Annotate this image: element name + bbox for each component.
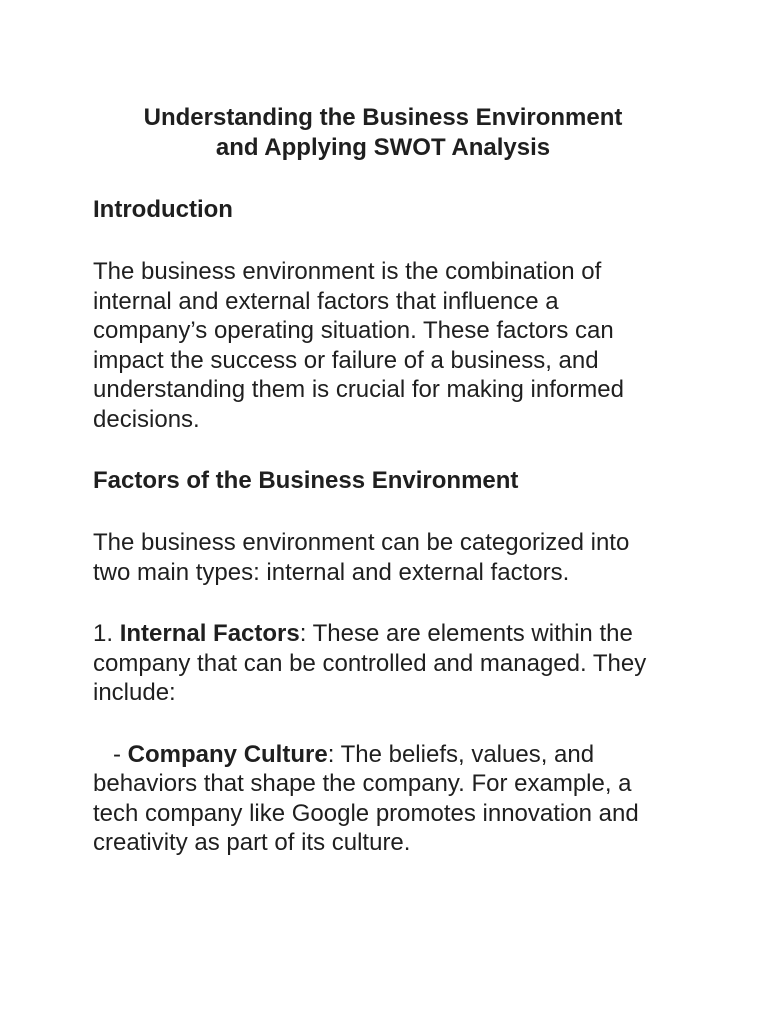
title-line-2: and Applying SWOT Analysis xyxy=(215,134,551,161)
document-title xyxy=(93,103,673,163)
internal-factors-number: 1. xyxy=(93,620,114,647)
company-culture-item xyxy=(93,740,673,858)
company-culture-term: Company Culture xyxy=(127,740,328,768)
company-culture-description: : The beliefs, values, and behaviors that shape the company. For example, a tech company like Google promotes innovation and creativity as part of its culture. xyxy=(93,740,639,856)
internal-factors-item xyxy=(93,619,673,708)
title-line-1: Understanding the Business Environment xyxy=(143,104,623,131)
company-culture-bullet: - xyxy=(93,740,128,768)
factors-paragraph: The business environment can be categorized into two main types: internal and external factors. xyxy=(93,529,630,586)
introduction-heading: Introduction xyxy=(93,196,233,223)
document-page xyxy=(93,103,673,858)
internal-factors-term: Internal Factors xyxy=(119,620,300,647)
introduction-paragraph: The business environment is the combination of internal and external factors that influence a company’s operating situation. These factors can impact the success or failure of a business, and understanding them is crucial for making informed decisions. xyxy=(93,258,624,433)
internal-factors-description: : These are elements within the company that can be controlled and managed. They include: xyxy=(93,620,647,706)
factors-heading: Factors of the Business Environment xyxy=(93,467,519,494)
